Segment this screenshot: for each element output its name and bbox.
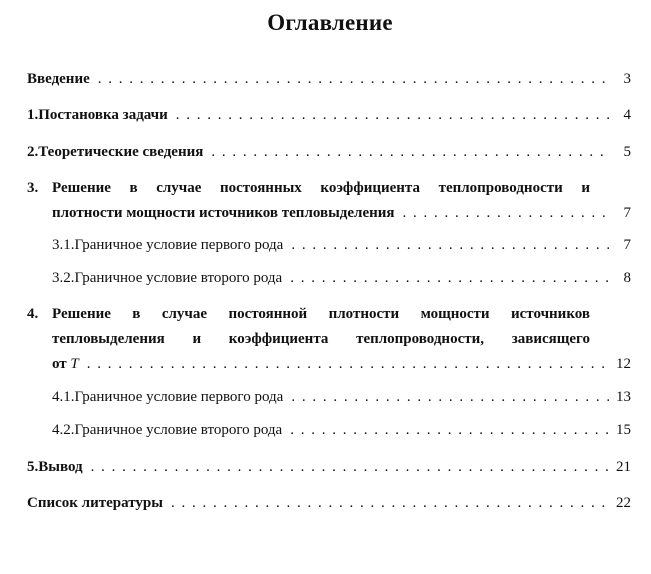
toc-entry-4-2[interactable]	[52, 421, 631, 440]
toc-leader-dots	[87, 355, 609, 374]
toc-entry-number: 3.1.	[52, 237, 75, 253]
toc-entry-number: 4.2.	[52, 422, 75, 438]
toc-page-number: 13	[616, 389, 631, 405]
toc-entry-3-line1[interactable]	[27, 179, 631, 198]
toc-leader-dots	[211, 143, 609, 162]
toc-entry-word: от	[52, 356, 67, 372]
toc-entry-text: Граничное условие первого рода	[74, 389, 284, 405]
toc-entry-number: 3.	[27, 180, 39, 196]
toc-page-number: 21	[616, 459, 631, 475]
toc-page-number: 8	[623, 270, 631, 286]
toc-entry-number: 3.2.	[52, 270, 75, 286]
toc-entry-5[interactable]	[27, 458, 631, 477]
toc-entry-text-continued: тепловыделения и коэффициента теплопроводности, зависящего	[52, 331, 590, 347]
toc-entry-number: 2.	[27, 144, 39, 160]
toc-entry-number: 1.	[27, 107, 39, 123]
toc-entry-3-2[interactable]	[52, 269, 631, 288]
toc-leader-dots	[290, 269, 609, 288]
toc-leader-dots	[171, 494, 609, 513]
toc-page-number: 5	[623, 144, 631, 160]
toc-entry-text: Граничное условие первого рода	[74, 237, 284, 253]
toc-entry-number: 5.	[27, 459, 39, 475]
toc-leader-dots	[403, 204, 609, 223]
toc-leader-dots	[91, 458, 609, 477]
toc-entry-text: Теоретические сведения	[38, 144, 204, 160]
toc-entry-text-continued	[52, 355, 79, 374]
toc-entry-text-continued: плотности мощности источников тепловыделения	[52, 205, 395, 221]
toc-entry-references[interactable]	[27, 494, 631, 513]
toc-leader-dots	[176, 106, 609, 125]
toc-entry-4-line2[interactable]	[52, 330, 631, 349]
toc-leader-dots	[291, 388, 609, 407]
toc-page-number: 15	[616, 422, 631, 438]
toc-leader-dots	[290, 421, 609, 440]
toc-entry-4-line1[interactable]	[27, 305, 631, 324]
toc-entry-text: Список литературы	[27, 495, 163, 511]
toc-entry-number: 4.	[27, 306, 39, 322]
toc-page-number: 12	[616, 356, 631, 372]
toc-entry-text: Введение	[27, 71, 90, 87]
math-variable-t: T	[70, 356, 79, 372]
toc-entry-2[interactable]	[27, 143, 631, 162]
toc-entry-4-1[interactable]	[52, 388, 631, 407]
toc-entry-text: Решение в случае постоянных коэффициента теплопроводности и	[52, 180, 590, 196]
toc-entry-text: Вывод	[38, 459, 83, 475]
toc-leader-dots	[98, 70, 609, 89]
toc-title: Оглавление	[267, 10, 393, 35]
toc-page-number: 7	[623, 205, 631, 221]
toc-page-number: 22	[616, 495, 631, 511]
toc-entry-3-1[interactable]	[52, 236, 631, 255]
toc-entry-number: 4.1.	[52, 389, 75, 405]
toc-entry-text: Постановка задачи	[38, 107, 168, 123]
toc-entry-3-line2[interactable]	[52, 204, 631, 223]
toc-entry-1[interactable]	[27, 106, 631, 125]
toc-page-number: 4	[623, 107, 631, 123]
toc-entry-text: Граничное условие второго рода	[74, 422, 283, 438]
toc-entry-text: Решение в случае постоянной плотности мощности источников	[52, 306, 590, 322]
toc-page-number: 7	[623, 237, 631, 253]
toc-entry-4-line3[interactable]	[52, 355, 631, 374]
toc-entry-text: Граничное условие второго рода	[74, 270, 283, 286]
toc-entry-introduction[interactable]	[27, 70, 631, 89]
toc-page-number: 3	[623, 71, 631, 87]
toc-leader-dots	[291, 236, 609, 255]
